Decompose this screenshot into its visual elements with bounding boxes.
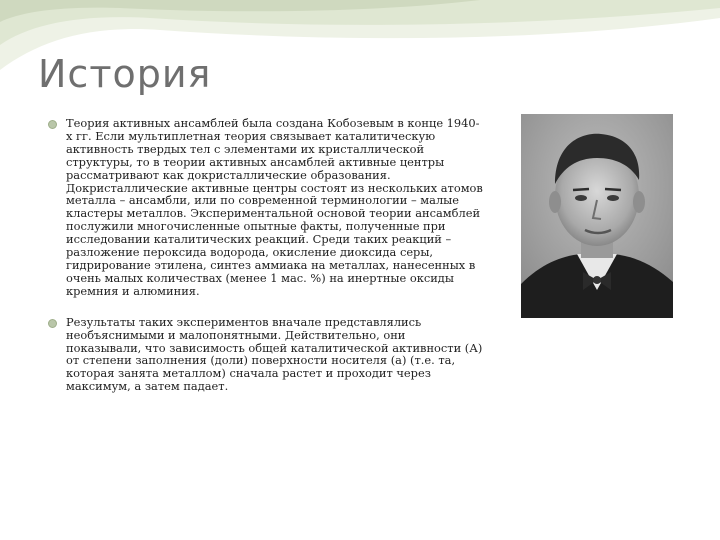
- bullet-text: Результаты таких экспериментов вначале представлялись необъяснимыми и малопонятными. Действительно, они показывали, что зависимость общей каталитической активности (А) от степени заполнения (доли) поверхности носителя (a) (т.е. та, которая занята металлом) сначала растет и проходит через максимум, а затем падает.: [66, 314, 483, 394]
- slide-title: История: [38, 52, 212, 96]
- bullet-item: [44, 117, 484, 298]
- portrait-photo: [521, 114, 673, 318]
- bullet-dot-icon: [48, 120, 57, 129]
- bullet-dot-icon: [48, 319, 57, 328]
- slide-body: [44, 117, 484, 411]
- bullet-item: [44, 316, 484, 393]
- bullet-text: Теория активных ансамблей была создана Кобозевым в конце 1940-х гг. Если мультиплетная теория связывает каталитическую активность твердых тел с элементами их кристаллической структуры, то в теории активных ансамблей активные центры рассматривают как докристаллические образования. Докристаллические активные центры состоят из нескольких атомов металла – ансамбли, или по современной терминологии – малые кластеры металлов. Экспериментальной основой теории ансамблей послужили многочисленные опытные факты, полученные при исследовании каталитических реакций. Среди таких реакций – разложение пероксида водорода, окисление диоксида серы, гидрирование этилена, синтез аммиака на металлах, нанесенных в очень малых количествах (менее 1 мас. %) на инертные оксиды кремния и алюминия.: [66, 116, 483, 298]
